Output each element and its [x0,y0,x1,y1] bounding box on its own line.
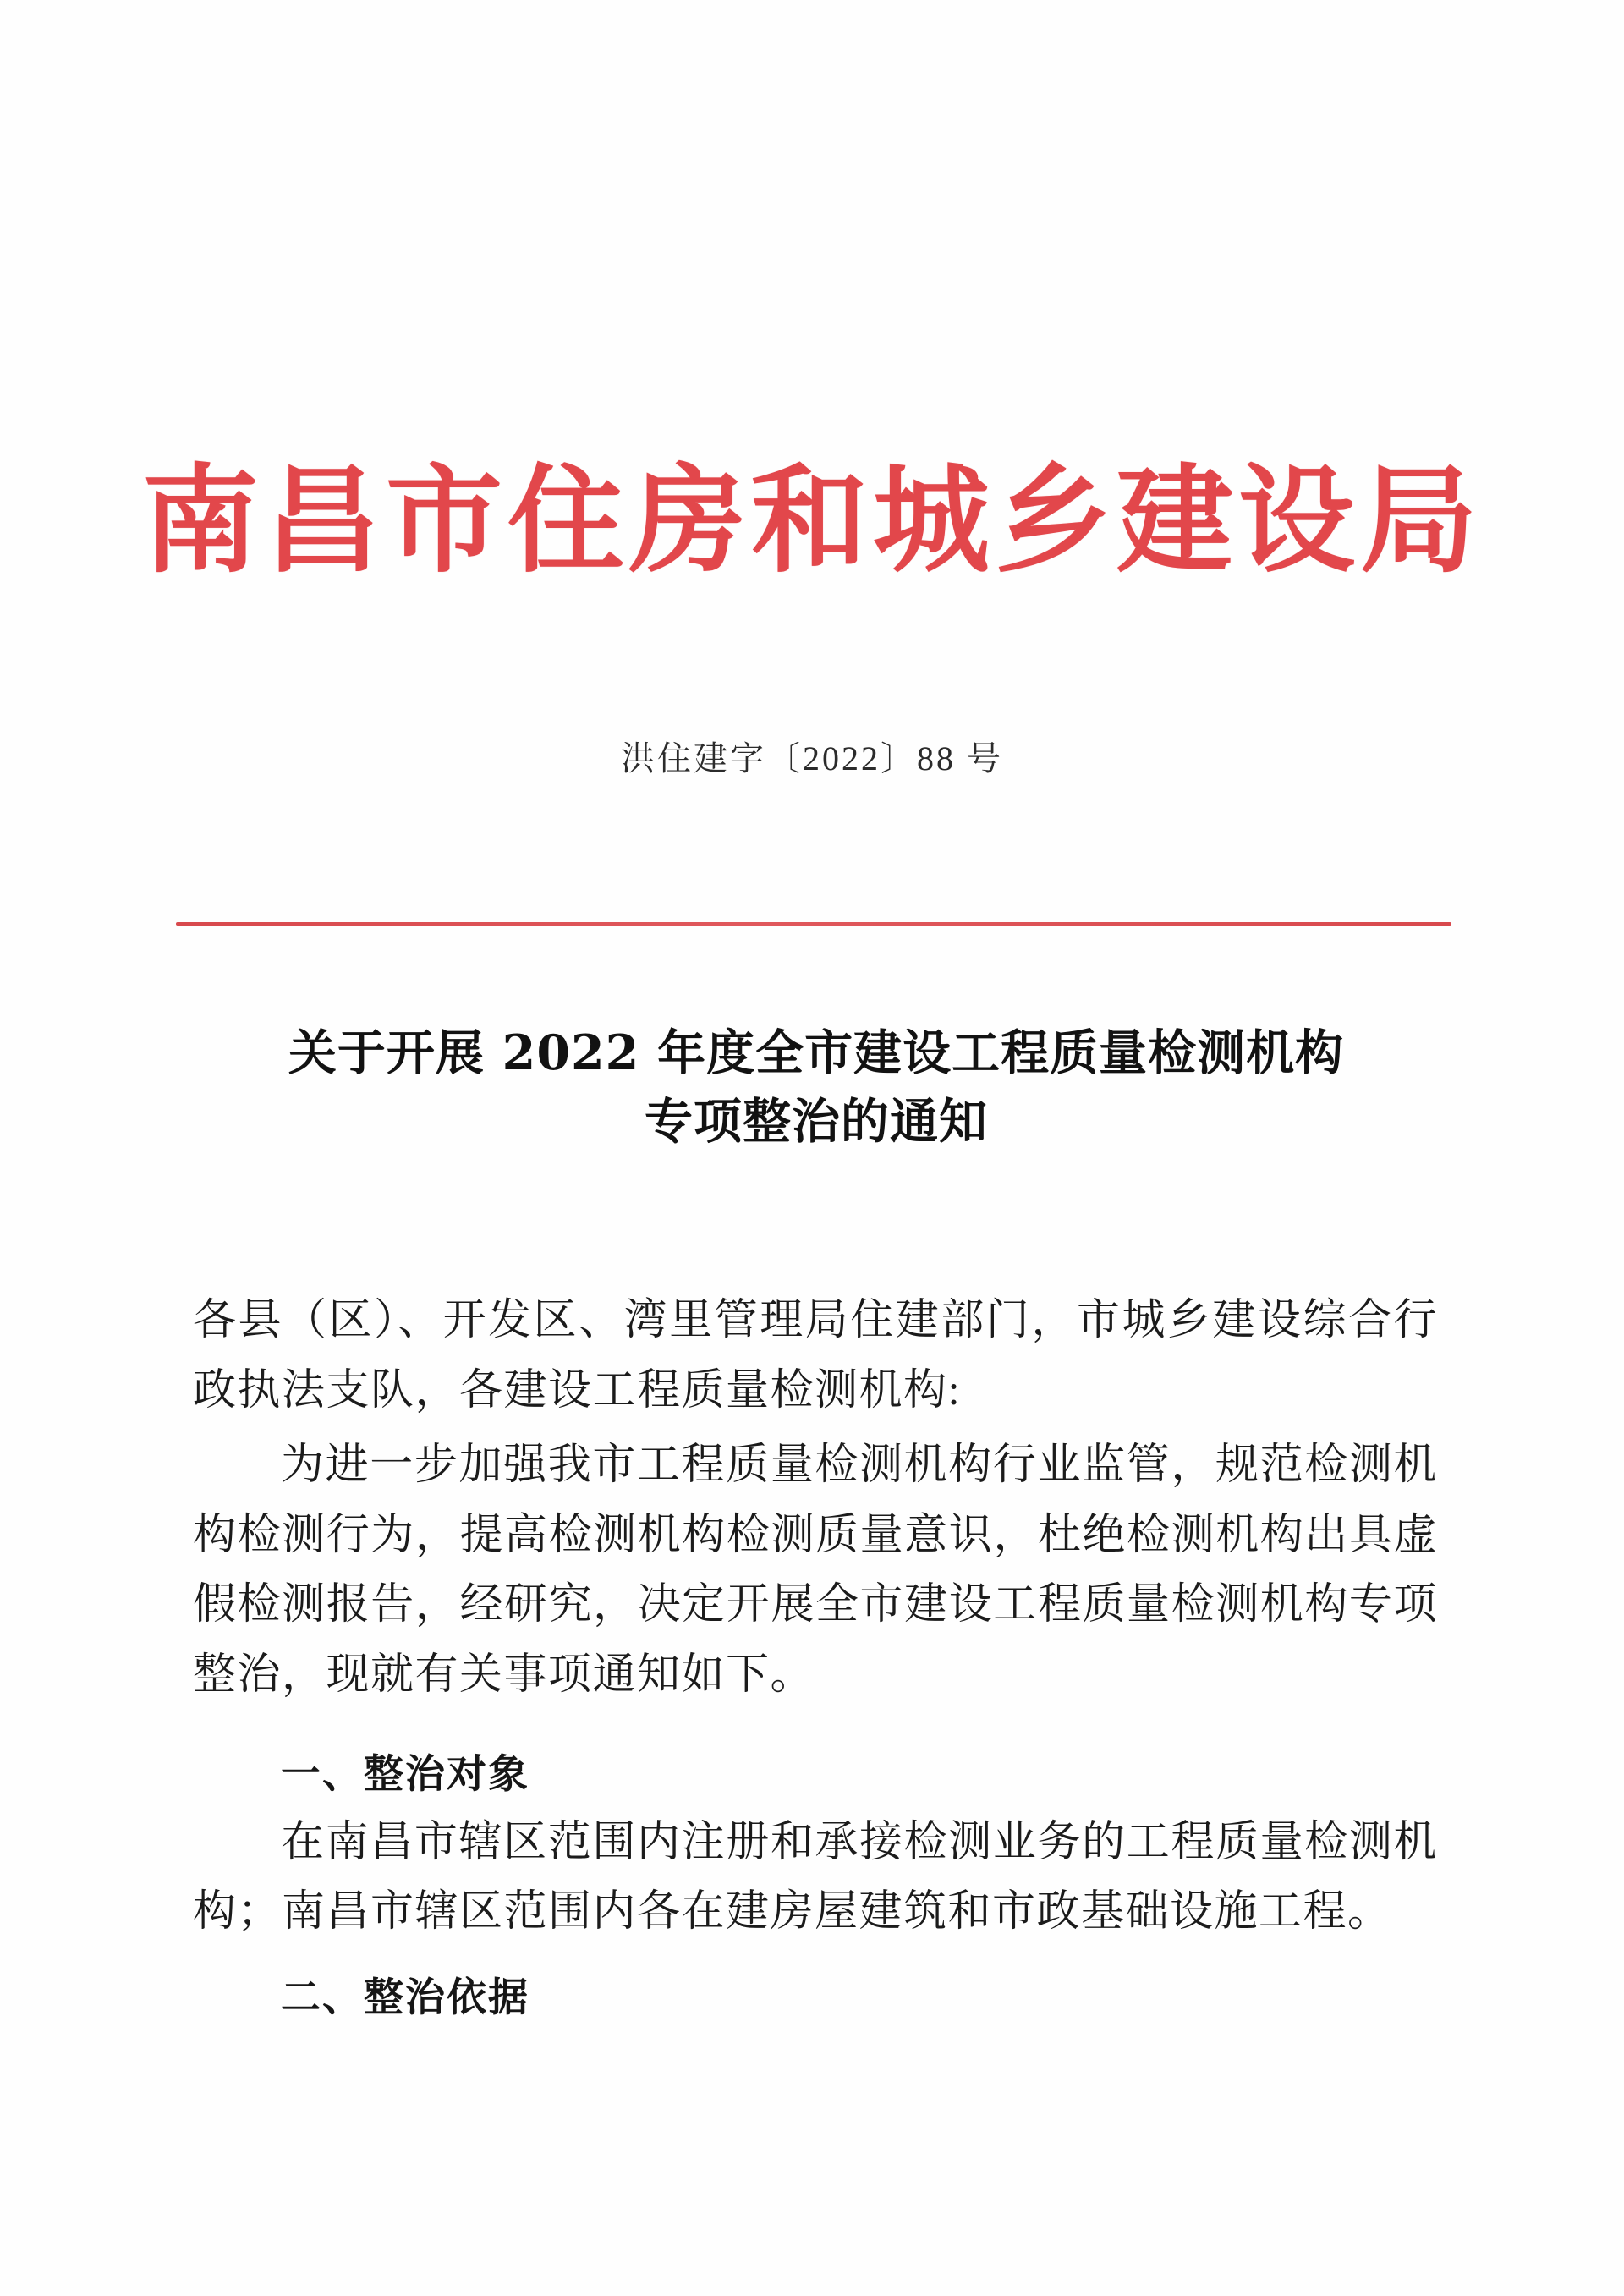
section-body-1: 在南昌市辖区范围内注册和承接检测业务的工程质量检测机构；南昌市辖区范围内各在建房屋建筑和市政基础设施工程。 [193,1818,1438,1936]
paragraph-spacer [193,1716,1438,1724]
section-heading-2: 二、整治依据 [281,1974,529,2021]
page-title [195,1019,1438,1156]
issuing-authority-title: 南昌市住房和城乡建设局 [141,451,1482,589]
introduction-paragraph: 为进一步加强我市工程质量检测机构行业监管，规范检测机构检测行为，提高检测机构检测质量意识，杜绝检测机构出具虚假检测报告，经研究，决定开展全市建设工程质量检测机构专项整治，现就有关事项通知如下。 [193,1442,1438,1700]
page-title-line-2: 专项整治的通知 [645,1092,988,1150]
document-content [193,1286,1438,2031]
masthead [0,451,1624,589]
document-number: 洪住建字〔2022〕88 号 [621,739,1003,777]
recipients-paragraph: 各县（区）、开发区、湾里管理局住建部门，市城乡建设综合行政执法支队，各建设工程质量检测机构: [193,1297,1438,1414]
section-heading-1: 一、整治对象 [281,1750,529,1798]
red-divider-rule [176,922,1451,926]
page-title-line-1: 关于开展 2022 年度全市建设工程质量检测机构 [288,1024,1345,1081]
